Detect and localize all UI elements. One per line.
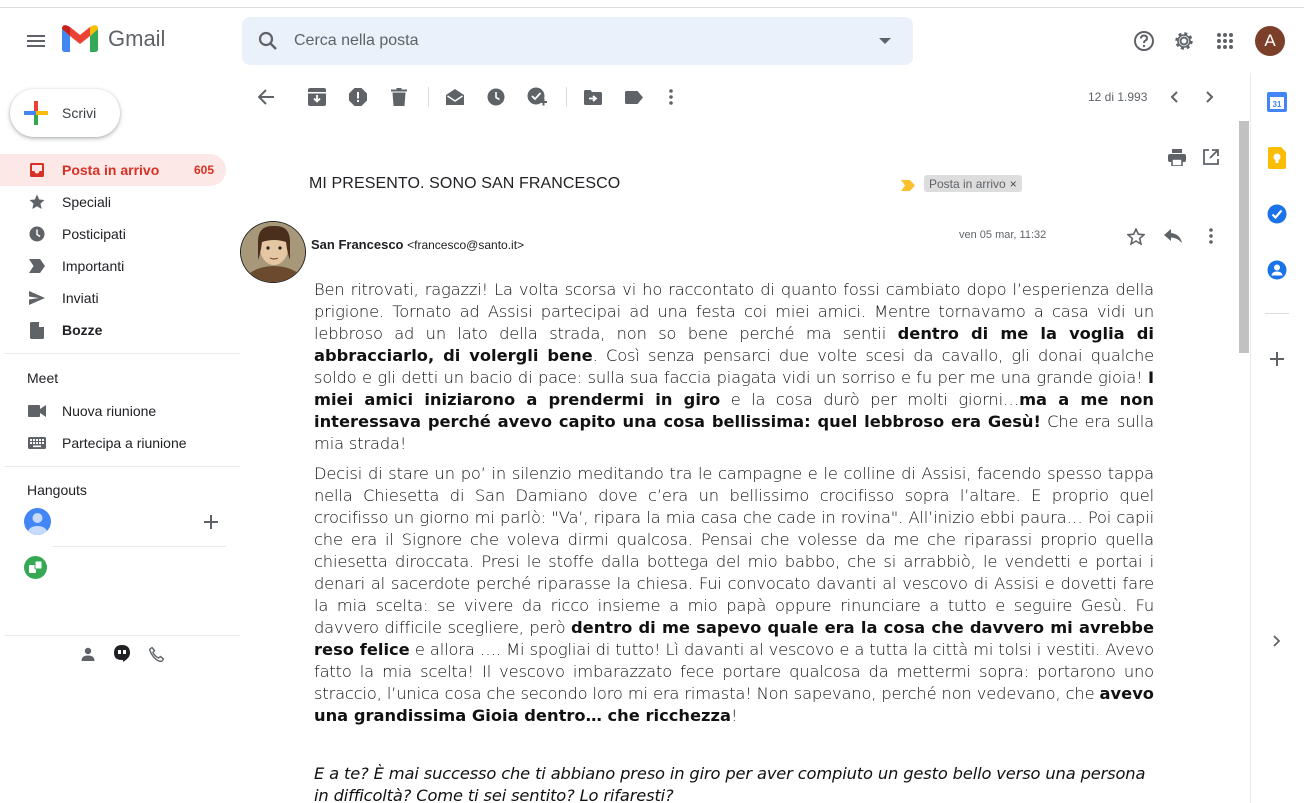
unread-count-badge: 605 [193,163,214,177]
sidebar-divider [4,353,240,354]
sidebar-item-drafts[interactable] [0,314,226,346]
keep-addon-button[interactable] [1266,147,1288,169]
body-text: Decisi di stare un po’ in silenzio meditando tra le campagne e le colline di Assisi, facendo spesso tappa nella Chiesetta di San Damiano dove c’era un bellissimo crocifisso sopra l’altare. E proprio quel crocifisso un giorno mi parlò: "Va’, ripara la mia casa che cade in rovina". All’inizio ebbi paura… Poi capii che era il Signore che voleva dirmi qualcosa. Pensai che volesse da me che riparassi proprio quella chiesetta diroccata. Presi le stoffe dalla bottega del mio babbo, che si arrabbiò, le vendetti e portai i denari al sacerdote perché riparasse la chiesa. Fui convocato davanti al vescovo di Assisi e dovetti fare la mia scelta: se vivere da ricco insieme a mio papà oppure rinunciare a tutto e seguire Gesù. Fu davvero difficile scegliere, però [314,464,1154,637]
person-icon [81,647,95,661]
move-to-button[interactable] [581,85,605,109]
label-chip [924,175,1022,192]
more-vert-icon [669,89,673,105]
compose-button[interactable] [10,89,120,137]
report-icon [349,88,367,106]
print-icon [1168,149,1186,166]
reply-button[interactable] [1161,224,1185,248]
show-side-panel-button[interactable] [1266,630,1288,652]
sidebar-item-label: Posticipati [62,226,126,242]
svg-text:31: 31 [1272,100,1282,109]
contacts-addon-button[interactable] [1266,259,1288,281]
hamburger-icon [27,35,45,47]
more-vert-icon [1209,228,1213,244]
sidebar-divider [4,466,240,467]
mark-unread-icon [446,89,464,105]
hangouts-group-icon[interactable] [24,556,47,579]
message-subject: MI PRESENTO. SONO SAN FRANCESCO [309,175,621,192]
app-header [0,9,1304,73]
hangouts-icon [114,645,130,663]
open-in-new-window-button[interactable] [1199,145,1223,169]
contacts-icon [1267,260,1287,280]
help-button[interactable] [1130,27,1158,55]
sidebar-item-inbox[interactable] [0,154,226,186]
body-bold-text: I miei amici iniziarono a prendermi in giro [314,368,1154,409]
window-top-border [0,0,1304,8]
add-task-icon [527,87,547,107]
sender-name[interactable]: San Francesco [311,237,404,252]
body-text: e la cosa durò per molti giorni… [720,390,1020,409]
sidebar-item-snoozed[interactable] [0,218,226,250]
videocam-icon [28,402,46,420]
chevron-right-icon [1273,635,1281,647]
hangouts-user-avatar[interactable] [24,508,51,535]
hangouts-bottom-bar [4,635,240,663]
plus-icon [1270,352,1284,366]
draft-icon [28,321,46,339]
main-menu-button[interactable] [22,29,50,53]
phone-tab[interactable] [146,644,166,664]
gear-icon [1173,30,1195,52]
message-more-button[interactable] [1199,224,1223,248]
body-text: . Così senza pensarci due volte scesi da cavallo, gli donai qualche soldo e gli detti un bacio di pace: sulla sua faccia piagata vidi un sorriso e fu per me una grande gioia! [314,346,1154,387]
sidebar-item-label: Importanti [62,258,125,274]
remove-label-button[interactable]: × [1009,176,1017,191]
plus-icon [204,515,218,529]
mark-unread-button[interactable] [443,85,467,109]
move-folder-icon [584,90,602,105]
plus-color-icon [24,101,48,125]
sidebar [0,73,240,803]
sidebar-item-label: Nuova riunione [62,403,157,419]
apps-grid-icon [1216,32,1234,50]
archive-button[interactable] [305,85,329,109]
phone-icon [149,647,164,662]
calendar-icon [1267,92,1287,112]
sidebar-item-join-meeting[interactable] [0,427,226,459]
sidebar-item-label: Inviati [62,290,99,306]
body-paragraph [314,279,1154,455]
chevron-right-icon [1206,91,1214,103]
contacts-tab[interactable] [78,644,98,664]
archive-icon [308,88,326,106]
report-spam-button[interactable] [346,85,370,109]
side-panel [1250,73,1304,803]
body-text: Ben ritrovati, ragazzi! La volta scorsa vi ho raccontato di quanto fossi cambiato dopo l’esperienza della prigione. Tornato ad Assisi partecipai ad una festa coi miei amici. Mentre tornavamo a casa vidi un lebbroso ad un lato della strada, non so bene perché ma sentii [314,280,1154,343]
body-text: Che era sulla mia strada! [314,412,1154,453]
meet-section-title: Meet [27,370,59,386]
sidebar-item-label: Speciali [62,194,112,210]
app-name: Gmail [108,25,166,51]
star-outline-icon [1127,228,1145,245]
star-icon [28,193,46,211]
newer-button[interactable] [1162,85,1186,109]
trash-icon [391,88,407,106]
body-bold-text: avevo una grandissima Gioia dentro… che ricchezza [314,684,1154,725]
importance-marker-icon[interactable] [901,178,915,196]
sidebar-item-sent[interactable] [0,282,226,314]
tasks-icon [1267,204,1287,224]
sidebar-divider [52,546,226,547]
star-message-button[interactable] [1124,224,1148,248]
keyboard-icon [28,434,46,452]
open-in-new-icon [1203,149,1219,165]
scrollbar-thumb[interactable] [1239,121,1249,353]
print-button[interactable] [1165,145,1189,169]
sidebar-item-label: Partecipa a riunione [62,435,187,451]
keep-icon [1268,147,1286,169]
clock-icon [487,88,505,106]
caret-down-icon [879,38,891,44]
important-icon [28,257,46,275]
message-date: ven 05 mar, 11:32 [959,229,1047,241]
sidebar-item-starred[interactable] [0,186,226,218]
add-hangout-button[interactable] [203,514,219,530]
compose-label: Scrivi [62,105,97,121]
settings-button[interactable] [1170,27,1198,55]
sender-email: <francesco@santo.it> [407,238,525,252]
sidebar-item-label: Bozze [62,322,103,338]
message-view [240,121,1237,803]
label-chip-text: Posta in arrivo [929,176,1006,191]
reply-icon [1164,229,1182,243]
toolbar-divider [428,87,429,107]
body-bold-text: dentro di me la voglia di abbracciarlo, di volergli bene [314,324,1154,365]
message-toolbar [240,73,1249,121]
search-options-button[interactable] [857,17,913,65]
gmail-m-icon [62,25,98,52]
body-text: e allora …. Mi spogliai di tutto! Lì davanti al vescovo e a tutta la città mi tolsi i vestiti. Avevo fatto la mia scelta! Il vescovo imbarazzato fece portare qualcosa da mettermi sopra: portarono uno straccio, l’unica cosa che secondo loro mi era rimasta! Non sapevano, perché non vedevano, che [314,640,1154,703]
labels-button[interactable] [622,85,646,109]
body-paragraph [314,463,1154,727]
snooze-button[interactable] [484,85,508,109]
label-icon [625,91,643,104]
get-addons-button[interactable] [1266,348,1288,370]
body-question: E a te? È mai successo che ti abbiano preso in giro per aver compiuto un gesto bello verso una persona in difficoltà? Come ti sei sentito? Lo rifaresti? [314,764,1146,803]
pagination-count: 12 di 1.993 [1088,90,1148,104]
search-icon[interactable] [242,17,294,65]
conversations-tab[interactable] [112,644,132,664]
hangouts-section-title: Hangouts [27,482,87,498]
body-bold-text: dentro di me sapevo quale era la cosa che davvero mi avrebbe reso felice [314,618,1154,659]
sidebar-item-important[interactable] [0,250,226,282]
back-button[interactable] [254,85,278,109]
clock-icon [28,225,46,243]
calendar-addon-button[interactable] [1266,91,1288,113]
sidebar-item-new-meeting[interactable] [0,395,226,427]
side-panel-divider [1265,313,1289,314]
account-avatar[interactable]: A [1255,26,1285,56]
tasks-addon-button[interactable] [1266,203,1288,225]
apps-button[interactable] [1211,27,1239,55]
inbox-icon [28,161,46,179]
older-button[interactable] [1198,85,1222,109]
help-icon [1133,30,1155,52]
toolbar-divider [566,87,567,107]
sender-avatar[interactable] [240,221,306,283]
sidebar-item-label: Posta in arrivo [62,162,160,178]
body-bold-text: ma a me non interessava perché avevo capito una cosa bellissima: quel lebbroso era Gesù! [314,390,1154,431]
message-scrollbar[interactable] [1238,121,1250,803]
chevron-left-icon [1170,91,1178,103]
search-input[interactable] [294,32,857,50]
message-body [314,279,1154,803]
add-task-button[interactable] [525,85,549,109]
arrow-back-icon [258,89,274,105]
body-text: ! [730,706,738,725]
send-icon [28,289,46,307]
delete-button[interactable] [387,85,411,109]
search-bar[interactable] [242,17,913,65]
sender-info [311,237,524,252]
more-options-button[interactable] [659,85,683,109]
gmail-logo[interactable] [62,25,165,52]
